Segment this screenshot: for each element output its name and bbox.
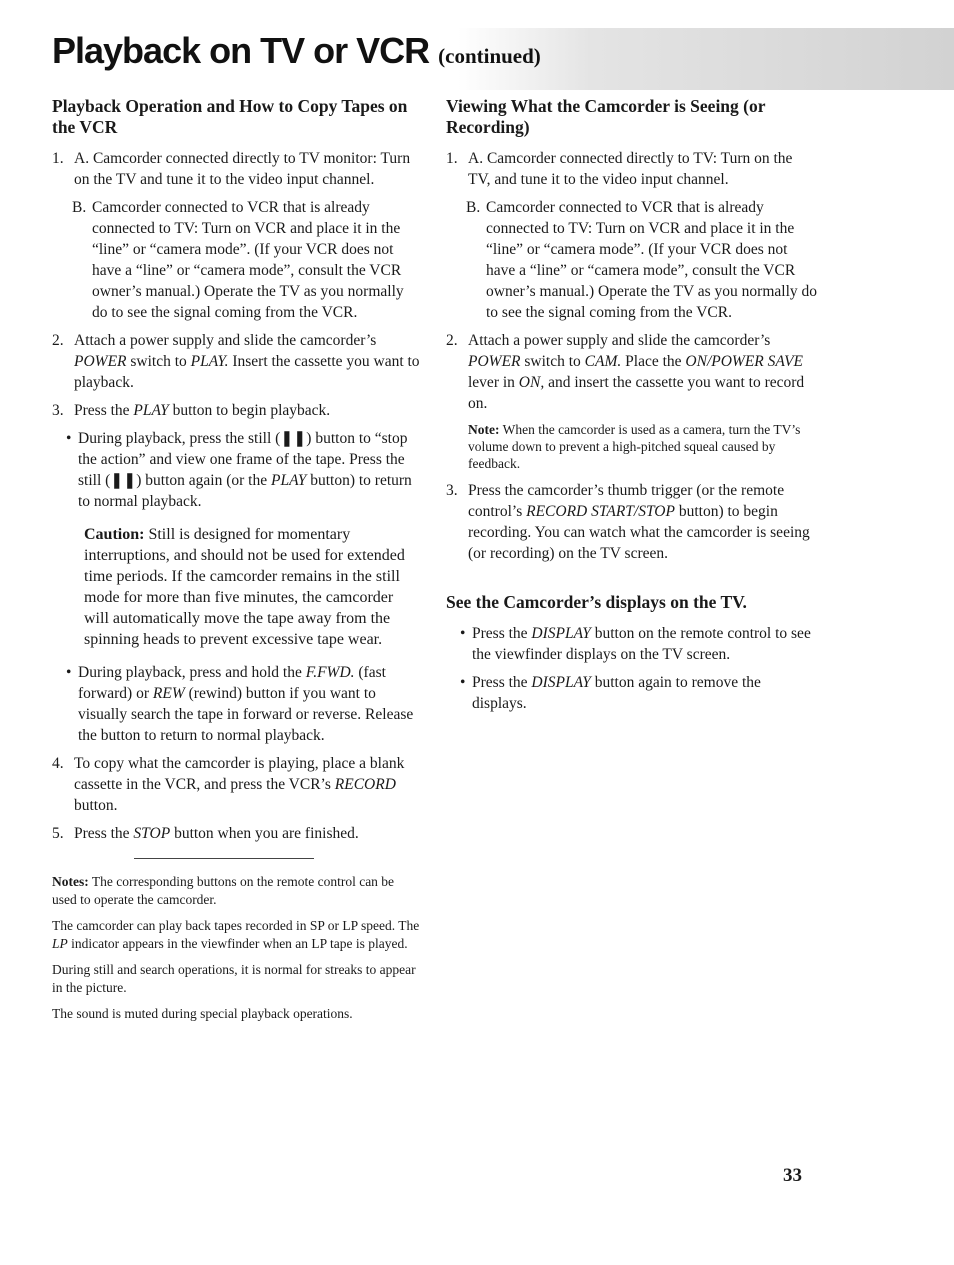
continued-label: (continued) — [438, 44, 541, 68]
step-number: 2. — [446, 332, 458, 349]
divider — [134, 858, 314, 859]
step-text — [74, 330, 422, 393]
left-bullet-still — [66, 428, 422, 512]
left-bullet-search — [66, 662, 422, 746]
text: Press the — [472, 674, 528, 691]
notes-label: Notes: — [52, 874, 89, 889]
on-power-save-label: ON/POWER SAVE — [685, 353, 804, 370]
step-number: 1. — [446, 150, 458, 167]
text: and insert the cassette you want to record on. — [468, 374, 805, 412]
record-start-stop-label: RECORD START/STOP — [526, 503, 675, 520]
bullet-text — [472, 623, 818, 665]
text: Attach a power supply and slide the camcorder’s — [468, 332, 771, 349]
text: Press the — [472, 625, 528, 642]
text: button. — [74, 797, 118, 814]
right-subheading: See the Camcorder’s displays on the TV. — [446, 592, 747, 612]
text: switch to — [130, 353, 187, 370]
step-text — [468, 480, 818, 564]
step-letter: B. — [466, 199, 481, 216]
right-column — [446, 96, 818, 721]
left-column — [52, 96, 422, 1031]
text: Insert the cassette you want to playback. — [74, 353, 420, 391]
bullet-dot: • — [460, 625, 466, 642]
step-text: A. Camcorder connected directly to TV: Turn on the TV, and tune it to the video input channel. — [468, 150, 793, 188]
ffwd-label: F.FWD. — [305, 664, 355, 681]
right-heading: Viewing What the Camcorder is Seeing (or Recording) — [446, 96, 766, 137]
step-text — [74, 400, 330, 421]
note-text: When the camcorder is used as a camera, turn the TV’s volume down to prevent a high-pitched squeal caused by feedback. — [468, 422, 801, 471]
caution-text: Still is designed for momentary interruptions, and should not be used for extended time periods. If the camcorder remains in the still mode for more than five minutes, the camcorder will automatically move the tape away from the spinning heads to prevent excessive tape wear. — [84, 526, 405, 648]
bullet-dot: • — [66, 664, 72, 681]
display-label: DISPLAY — [531, 674, 591, 691]
left-heading: Playback Operation and How to Copy Tapes on the VCR — [52, 96, 408, 137]
text: Attach a power supply and slide the camcorder’s — [74, 332, 377, 349]
right-bullet-1 — [460, 623, 818, 665]
bullet-text — [78, 428, 422, 512]
bullet-text — [472, 672, 818, 714]
note-1 — [52, 873, 422, 909]
note-text: The corresponding buttons on the remote control can be used to operate the camcorder. — [52, 874, 395, 907]
step-number: 4. — [52, 755, 64, 772]
text: lever in — [468, 374, 515, 391]
text: button) to return to normal playback. — [78, 472, 412, 510]
left-step-3 — [52, 400, 422, 421]
step-text: A. Camcorder connected directly to TV monitor: Turn on the TV and tune it to the video input channel. — [74, 150, 411, 188]
left-step-5 — [52, 823, 422, 844]
right-bullet-2 — [460, 672, 818, 714]
text: Press the — [74, 402, 130, 419]
lp-label: LP — [52, 936, 68, 951]
left-step-4 — [52, 753, 422, 816]
note-3: During still and search operations, it is normal for streaks to appear in the picture. — [52, 962, 416, 995]
step-number: 3. — [52, 402, 64, 419]
caution-label: Caution: — [84, 526, 145, 543]
step-number: 2. — [52, 332, 64, 349]
power-label: POWER — [74, 353, 127, 370]
cam-label: CAM. — [584, 353, 622, 370]
note-4: The sound is muted during special playback operations. — [52, 1006, 353, 1021]
left-step-2 — [52, 330, 422, 393]
right-step-1 — [446, 148, 818, 190]
text: Place the — [625, 353, 682, 370]
bullet-dot: • — [460, 674, 466, 691]
step-number: 5. — [52, 825, 64, 842]
text: button on the remote control to see the viewfinder displays on the TV screen. — [472, 625, 811, 663]
play-label: PLAY — [133, 402, 169, 419]
step-text: Camcorder connected to VCR that is already connected to TV: Turn on VCR and place it in the “line” or “camera mode”. (If your VCR does not have a “line” or “camera mode”, consult the VCR owner’s manual.) Operate the TV as you normally do to see the signal coming from the VCR. — [486, 199, 818, 321]
text: Press the camcorder’s thumb trigger (or the remote control’s — [468, 482, 785, 520]
note-label: Note: — [468, 422, 500, 437]
text: button) to begin recording. You can watch what the camcorder is seeing (or recording) on the TV screen. — [468, 503, 810, 562]
power-label: POWER — [468, 353, 521, 370]
text: button to begin playback. — [172, 402, 331, 419]
bullet-dot: • — [66, 430, 72, 447]
right-step-2 — [446, 330, 818, 414]
step-letter: B. — [72, 199, 87, 216]
record-label: RECORD — [334, 776, 396, 793]
step-text — [468, 330, 818, 414]
text: To copy what the camcorder is playing, place a blank cassette in the VCR, and press the VCR’s — [74, 755, 405, 793]
display-label: DISPLAY — [531, 625, 591, 642]
play-label: PLAY — [271, 472, 307, 489]
note-text: The camcorder can play back tapes recorded in SP or LP speed. The — [52, 918, 420, 933]
right-step-3 — [446, 480, 818, 564]
on-label: ON, — [518, 374, 545, 391]
rew-label: REW — [152, 685, 185, 702]
caution-block — [84, 524, 422, 650]
bullet-text — [78, 662, 422, 746]
text: button when you are finished. — [174, 825, 359, 842]
left-step-1 — [52, 148, 422, 190]
step-text — [74, 753, 422, 816]
right-note — [468, 421, 818, 472]
left-step-1b — [72, 197, 422, 323]
text: During playback, press the still (❚❚) button to “stop the action” and view one frame of the tape. Press the still (❚❚) button again (or the — [78, 430, 408, 489]
text: switch to — [524, 353, 581, 370]
step-text — [74, 823, 359, 844]
page-title — [52, 30, 541, 72]
page-title-text: Playback on TV or VCR — [52, 30, 430, 71]
note-text: indicator appears in the viewfinder when an LP tape is played. — [71, 936, 408, 951]
step-number: 3. — [446, 482, 458, 499]
text: Press the — [74, 825, 130, 842]
text: (fast forward) or — [78, 664, 386, 702]
step-number: 1. — [52, 150, 64, 167]
stop-label: STOP — [133, 825, 171, 842]
page-number: 33 — [783, 1165, 802, 1186]
right-step-1b — [466, 197, 818, 323]
play-label: PLAY. — [190, 353, 229, 370]
text: During playback, press and hold the — [78, 664, 302, 681]
note-2 — [52, 917, 422, 953]
text: button again to remove the displays. — [472, 674, 761, 712]
step-text: Camcorder connected to VCR that is already connected to TV: Turn on VCR and place it in the “line” or “camera mode”. (If your VCR does not have a “line” or “camera mode”, consult the VCR owner’s manual.) Operate the TV as you normally do to see the signal coming from the VCR. — [92, 199, 404, 321]
text: (rewind) button if you want to visually search the tape in forward or reverse. Release the button to return to normal playback. — [78, 685, 414, 744]
